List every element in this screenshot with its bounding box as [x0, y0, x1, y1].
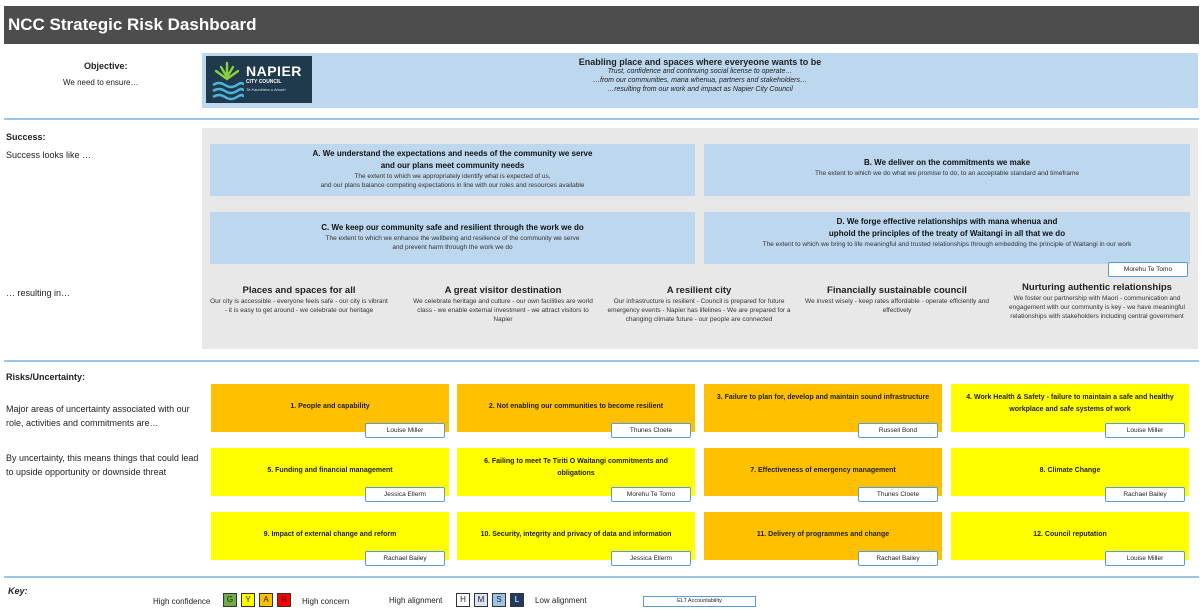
key-low-alignment: Low alignment: [535, 596, 587, 605]
risk-card[interactable]: [457, 384, 695, 432]
outcome-title: A great visitor destination: [444, 285, 562, 296]
risk-title: 11. Delivery of programmes and change: [756, 531, 890, 538]
risk-owner: Rachael Bailey: [858, 551, 938, 566]
risk-title: 8. Climate Change: [1039, 467, 1101, 474]
outcome-desc: We foster our partnership with Maori - communication and engagement with our community is key - we have meaningful relationships with stakeholders including central government: [1009, 295, 1185, 320]
outcome-title: Nurturing authentic relationships: [1022, 282, 1172, 293]
owner-tag: Morehu Te Tomo: [1108, 262, 1188, 277]
key-high-confidence: High confidence: [153, 597, 211, 606]
risk-card[interactable]: [951, 448, 1189, 496]
success-box-title: D. We forge effective relationships with mana whenua and: [836, 217, 1058, 226]
risks-label: Risks/Uncertainty:: [6, 372, 86, 382]
napier-logo: [206, 56, 312, 103]
risk-owner: Thunes Cloete: [611, 423, 691, 438]
risk-title: 1. People and capability: [290, 403, 370, 410]
success-box-title: uphold the principles of the treaty of Waitangi in all that we do: [828, 229, 1066, 238]
success-box-desc: The extent to which we do what we promise to do, to an acceptable standard and timeframe: [814, 170, 1080, 177]
outcome-financial: [802, 284, 992, 315]
outcome-visitor: [412, 284, 594, 324]
risk-title: 9. Impact of external change and reform: [263, 531, 397, 538]
risk-owner: Louise Miller: [365, 423, 445, 438]
objective-intro: We need to ensure…: [63, 78, 139, 87]
section-divider: [4, 118, 1199, 120]
risk-card[interactable]: [211, 384, 449, 432]
success-box-title: B. We deliver on the commitments we make: [863, 158, 1031, 167]
dashboard-title: NCC Strategic Risk Dashboard: [8, 15, 257, 34]
risk-card[interactable]: [211, 512, 449, 560]
success-intro: Success looks like …: [6, 150, 92, 160]
objective-label: Objective:: [84, 61, 128, 71]
risk-card[interactable]: [704, 448, 942, 496]
key-chip-l: L: [510, 593, 524, 607]
outcome-desc: Our infrastructure is resilient - Council is prepared for future emergency events - Napier has lifelines - We are prepared for a changing climate future - our people are connected: [607, 298, 791, 323]
success-box-desc: and our plans balance competing expectations in line with our roles and resources available: [320, 182, 585, 189]
risk-card[interactable]: [704, 512, 942, 560]
objective-statement: [500, 57, 900, 94]
risk-card[interactable]: [951, 384, 1189, 432]
success-box-title: A. We understand the expectations and needs of the community we serve: [312, 149, 593, 158]
outcome-title: Places and spaces for all: [242, 285, 356, 296]
risk-owner: Russell Bond: [858, 423, 938, 438]
risk-title: 7. Effectiveness of emergency management: [750, 467, 896, 474]
risk-owner: Jessica Ellerm: [365, 487, 445, 502]
risk-owner: Morehu Te Tomo: [611, 487, 691, 502]
success-box-desc: The extent to which we enhance the wellbeing and resilience of the community we serve: [325, 235, 580, 242]
key-chip-a: A: [259, 593, 273, 607]
title-bar: [4, 6, 1199, 44]
risks-explain: By uncertainty, this means things that could lead to upside opportunity or downside threat: [6, 453, 199, 477]
logo-subtitle: CITY COUNCIL: [246, 79, 282, 85]
risk-title: 2. Not enabling our communities to become resilient: [488, 403, 664, 410]
key-chip-s: S: [492, 593, 506, 607]
outcome-title: Financially sustainable council: [827, 285, 967, 296]
key-chip-r: R: [277, 593, 291, 607]
risk-card[interactable]: [211, 448, 449, 496]
outcome-title: A resilient city: [666, 285, 732, 296]
success-box-desc: The extent to which we bring to life meaningful and trusted relationships through embedding the principle of Waitangi in our work: [762, 241, 1132, 248]
key-chip-y: Y: [241, 593, 255, 607]
success-box-d: [704, 212, 1190, 264]
risk-owner: Louise Miller: [1105, 423, 1185, 438]
objective-headline: Enabling place and spaces where everyeone wants to be: [578, 57, 822, 67]
key-elt-accountability: ELT Accountability: [643, 596, 756, 607]
resulting-label: … resulting in…: [6, 288, 71, 298]
logo-mark-icon: [210, 59, 244, 101]
risk-owner: Rachael Bailey: [1105, 487, 1185, 502]
outcome-desc: We celebrate heritage and culture - our own facilities are world class - we enable external investment - we attract visitors to Napier: [413, 298, 593, 323]
objective-line: Trust, confidence and continuing social license to operate…: [607, 68, 793, 75]
success-box-desc: The extent to which we appropriately identify what is expected of us,: [354, 173, 551, 180]
risk-title: 6. Failing to meet Te Tiriti O Waitangi commitments and obligations: [484, 458, 668, 477]
key-high-concern: High concern: [302, 597, 350, 606]
objective-line: …resulting from our work and impact as Napier City Council: [607, 86, 793, 93]
outcome-resilient: [598, 284, 800, 324]
risk-title: 5. Funding and financial management: [267, 467, 393, 474]
success-box-title: C. We keep our community safe and resilient through the work we do: [321, 223, 584, 232]
success-label: Success:: [6, 132, 46, 142]
risk-owner: Jessica Ellerm: [611, 551, 691, 566]
risk-owner: Louise Miller: [1105, 551, 1185, 566]
objective-line: …from our communities, mana whenua, partners and stakeholders…: [593, 77, 807, 84]
key-high-alignment: High alignment: [389, 596, 443, 605]
risk-card[interactable]: [951, 512, 1189, 560]
risk-title: 10. Security, integrity and privacy of data and information: [480, 531, 672, 538]
risk-owner: Thunes Cloete: [858, 487, 938, 502]
risk-owner: Rachael Bailey: [365, 551, 445, 566]
success-box-c: [210, 212, 695, 264]
success-box-b: [704, 144, 1190, 196]
outcome-relationships: [1002, 281, 1192, 321]
success-box-a: [210, 144, 695, 196]
outcome-desc: We invest wisely - keep rates affordable - operate efficiently and effectively: [805, 298, 989, 314]
section-divider: [4, 576, 1199, 578]
logo-tagline: Te Kaunihera o Ahuriri: [246, 87, 286, 92]
risk-title: 4. Work Health & Safety - failure to maintain a safe and healthy workplace and safe systems of work: [966, 394, 1174, 413]
key-chip-h: H: [456, 593, 470, 607]
section-divider: [4, 360, 1199, 362]
risk-card[interactable]: [704, 384, 942, 432]
risk-title: 12. Council reputation: [1033, 531, 1107, 538]
success-box-desc: and prevent harm through the work we do: [392, 244, 513, 251]
risk-card[interactable]: [457, 448, 695, 496]
success-box-title: and our plans meet community needs: [380, 161, 525, 170]
risks-intro: Major areas of uncertainty associated with our role, activities and commitments are…: [6, 404, 190, 428]
outcome-places: [210, 284, 388, 315]
logo-name: NAPIER: [246, 63, 302, 79]
risk-title: 3. Failure to plan for, develop and maintain sound infrastructure: [716, 394, 930, 401]
key-chip-m: M: [474, 593, 488, 607]
key-label: Key:: [8, 586, 28, 596]
outcome-desc: Our city is accessible - everyone feels safe - our city is vibrant - it is easy to get around - we celebrate our heritage: [210, 298, 388, 314]
risk-card[interactable]: [457, 512, 695, 560]
key-chip-g: G: [223, 593, 237, 607]
